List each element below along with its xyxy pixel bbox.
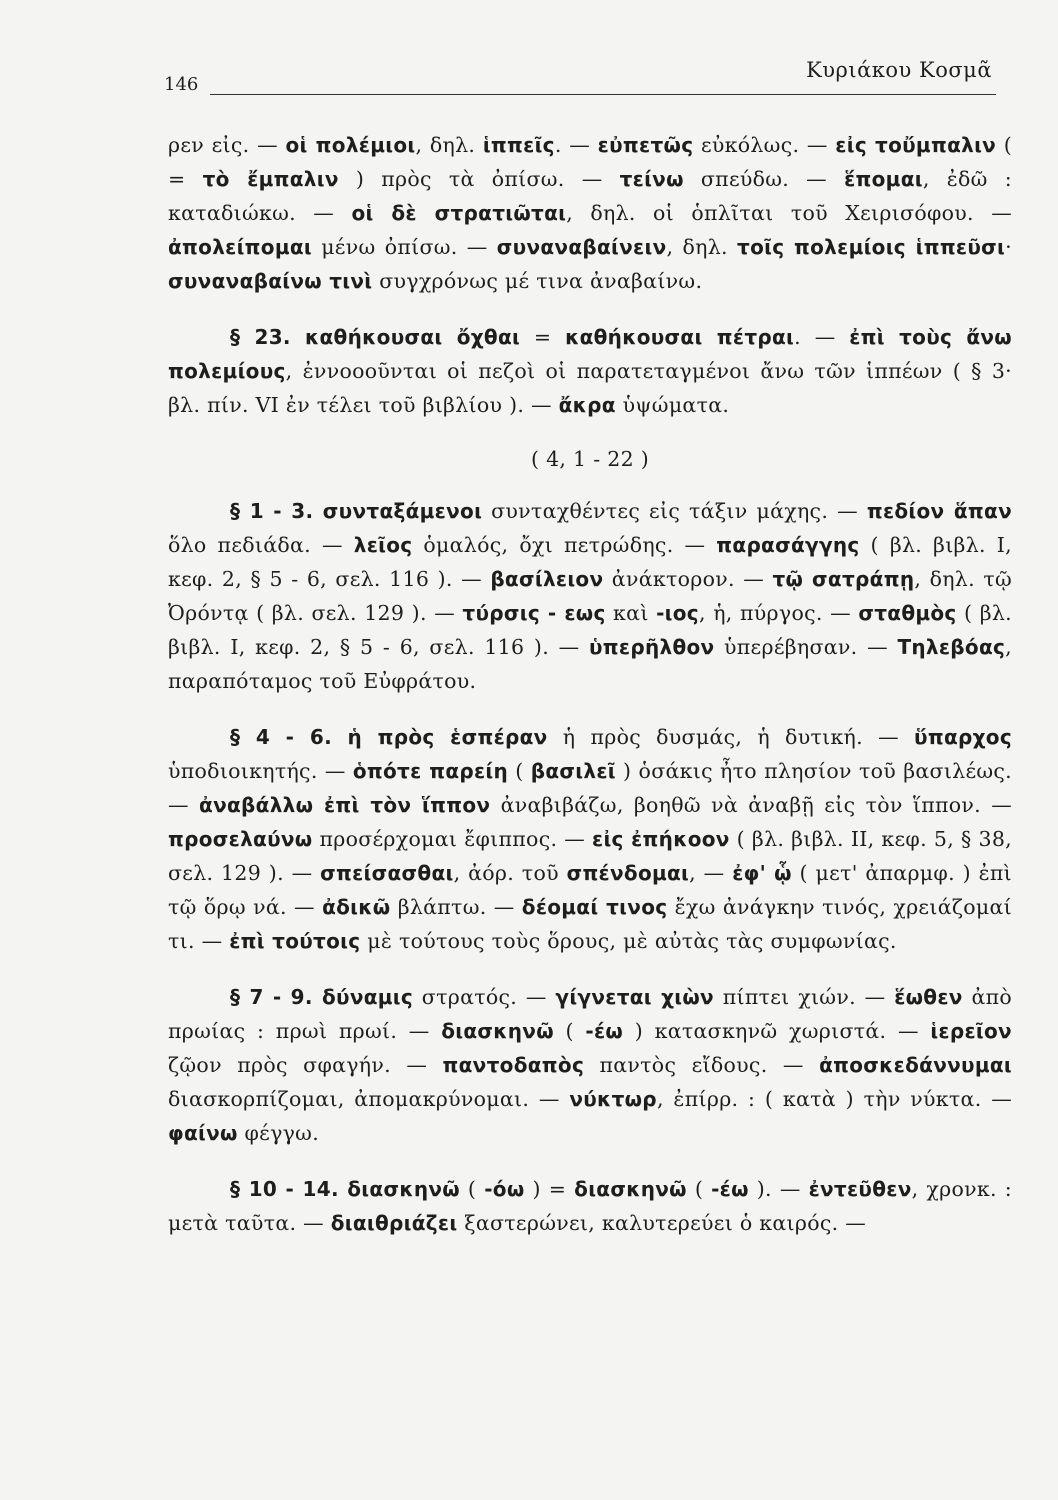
paragraph-continuation: ρεν εἰς. — οἱ πολέμιοι, δηλ. ἱππεῖς. — εὐπετῶς εὐκόλως. — εἰς τοὔμπαλιν ( = τὸ ἔμπαλιν ) πρὸς τὰ ὀπίσω. — τείνω σπεύδω. — ἕπομαι, ἐδῶ : καταδιώκω. — οἱ δὲ στρατιῶται, δηλ. οἱ ὁπλῖται τοῦ Χειρισόφου. — ἀπολείπομαι μένω ὀπίσω. — συναναβαίνειν, δηλ. τοῖς πολεμίοις ἱππεῦσι· συναναβαίνω τινὶ συγχρόνως μέ τινα ἀναβαίνω. (168, 133, 1012, 293)
paragraph-section-1-3: § 1 - 3. συνταξάμενοι συνταχθέντες εἰς τάξιν μάχης. — πεδίον ἅπαν ὅλο πεδιάδα. — λεῖος ὁμαλός, ὄχι πετρώδης. — παρασάγγης ( βλ. βιβλ. I, κεφ. 2, § 5 - 6, σελ. 116 ). — βασίλειον ἀνάκτορον. — τῷ σατράπῃ, δηλ. τῷ Ὀρόντᾳ ( βλ. σελ. 129 ). — τύρσις - εως καὶ -ιος, ἡ, πύργος. — σταθμὸς ( βλ. βιβλ. I, κεφ. 2, § 5 - 6, σελ. 116 ). — ὑπερῆλθον ὑπερέβησαν. — Τηλεβόας, παραπόταμος τοῦ Εὐφράτου. (168, 499, 1012, 693)
paragraph-section-7-9: § 7 - 9. δύναμις στρατός. — γίγνεται χιὼν πίπτει χιών. — ἕωθεν ἀπὸ πρωίας : πρωὶ πρωί. — διασκηνῶ ( -έω ) κατασκηνῶ χωριστά. — ἱερεῖον ζῷον πρὸς σφαγήν. — παντοδαπὸς παντὸς εἴδους. — ἀποσκεδάννυμαι διασκορπίζομαι, ἀπομακρύνομαι. — νύκτωρ, ἐπίρρ. : ( κατὰ ) τὴν νύκτα. — φαίνω φέγγω. (168, 985, 1013, 1145)
running-head: Κυριάκου Κοσμᾶ (806, 58, 992, 82)
paragraph-section-4-6: § 4 - 6. ἡ πρὸς ἑσπέραν ἡ πρὸς δυσμάς, ἡ δυτική. — ὕπαρχος ὑποδιοικητής. — ὁπότε παρείη ( βασιλεῖ ) ὁσάκις ἦτο πλησίον τοῦ βασιλέως. — ἀναβάλλω ἐπὶ τὸν ἵππον ἀναβιβάζω, βοηθῶ νὰ ἀναβῇ εἰς τὸν ἵππον. — προσελαύνω προσέρχομαι ἔφιππος. — εἰς ἐπήκοον ( βλ. βιβλ. II, κεφ. 5, § 38, σελ. 129 ). — σπείσασθαι, ἀόρ. τοῦ σπένδομαι, — ἐφ' ᾧ ( μετ' ἀπαρμφ. ) ἐπὶ τῷ ὅρῳ νά. — ἀδικῶ βλάπτω. — δέομαί τινος ἔχω ἀνάγκην τινός, χρειάζομαί τι. — ἐπὶ τούτοις μὲ τούτους τοὺς ὅρους, μὲ αὐτὰς τὰς συμφωνίας. (168, 725, 1013, 953)
section-heading: ( 4, 1 - 22 ) (530, 447, 650, 471)
page-number: 146 (164, 74, 199, 95)
paragraph-section-10-14: § 10 - 14. διασκηνῶ ( -όω ) = διασκηνῶ ( -έω ). — ἐντεῦθεν, χρονκ. : μετὰ ταῦτα. — διαιθριάζει ξαστερώνει, καλυτερεύει ὁ καιρός. — (168, 1177, 1012, 1235)
commentary-body (168, 128, 1012, 1240)
header-rule (210, 94, 996, 95)
paragraph-section-23: § 23. καθήκουσαι ὄχθαι = καθήκουσαι πέτραι. — ἐπὶ τοὺς ἄνω πολεμίους, ἐννοοοῦνται οἱ πεζοὶ οἱ παρατεταγμένοι ἄνω τῶν ἱππέων ( § 3· βλ. πίν. VI ἐν τέλει τοῦ βιβλίου ). — ἄκρα ὑψώματα. (168, 325, 1012, 417)
